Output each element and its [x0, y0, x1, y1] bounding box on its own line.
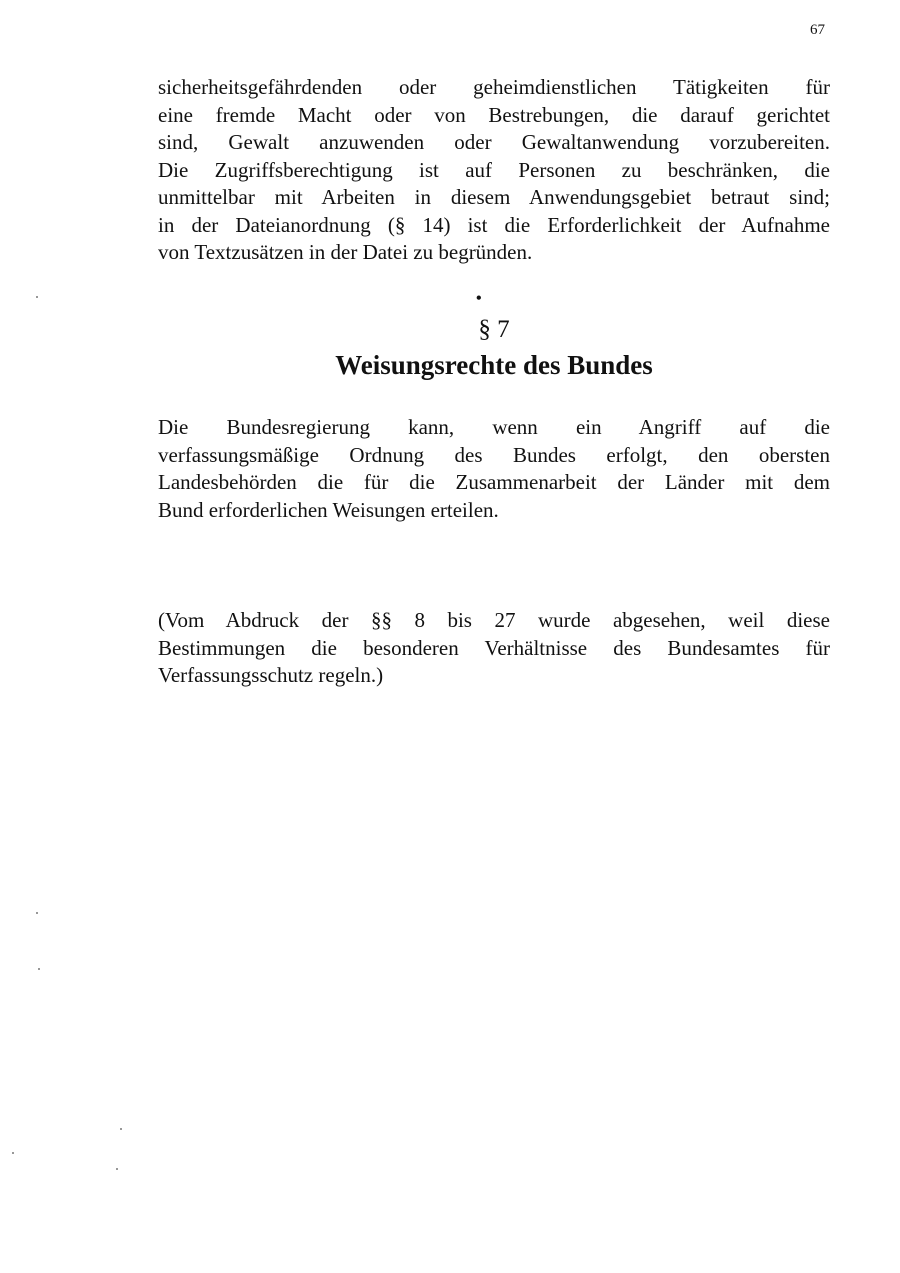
text-line: Die Zugriffsberechtigung ist auf Personen zu beschränken, die: [158, 157, 830, 182]
scan-speck: [36, 296, 38, 298]
text-line: verfassungsmäßige Ordnung des Bundes erfolgt, den obersten: [158, 442, 830, 467]
text-line: Verfassungsschutz regeln.): [158, 663, 384, 687]
text-line: eine fremde Macht oder von Bestrebungen, die darauf gerichtet: [158, 102, 830, 127]
scan-speck: [36, 912, 38, 914]
stray-mark: •: [476, 290, 482, 307]
scan-speck: [12, 1152, 14, 1154]
scan-speck: [120, 1128, 122, 1130]
paragraph-continuation: [158, 74, 830, 267]
scan-speck: [38, 968, 40, 970]
text-line: von Textzusätzen in der Datei zu begründen.: [158, 240, 533, 264]
paragraph-omission-note: [158, 607, 830, 690]
paragraph-section-7: [158, 414, 830, 524]
scan-speck: [116, 1168, 118, 1170]
text-line: unmittelbar mit Arbeiten in diesem Anwendungsgebiet betraut sind;: [158, 185, 830, 209]
text-line: sind, Gewalt anzuwenden oder Gewaltanwendung vorzubereiten.: [158, 130, 830, 154]
text-line: Bestimmungen die besonderen Verhältnisse des Bundesamtes für: [158, 635, 830, 660]
text-line: sicherheitsgefährdenden oder geheimdienstlichen Tätigkeiten für: [158, 75, 830, 99]
text-line: Landesbehörden die für die Zusammenarbeit der Länder mit dem: [158, 470, 830, 494]
text-line: Bund erforderlichen Weisungen erteilen.: [158, 497, 499, 522]
section-number: § 7: [478, 316, 510, 343]
section-title: Weisungsrechte des Bundes: [335, 350, 653, 380]
text-line: Die Bundesregierung kann, wenn ein Angriff auf die: [158, 415, 830, 439]
text-line: (Vom Abdruck der §§ 8 bis 27 wurde abgesehen, weil diese: [158, 608, 830, 632]
page-number: 67: [810, 22, 825, 38]
text-line: in der Dateianordnung (§ 14) ist die Erforderlichkeit der Aufnahme: [158, 212, 830, 237]
